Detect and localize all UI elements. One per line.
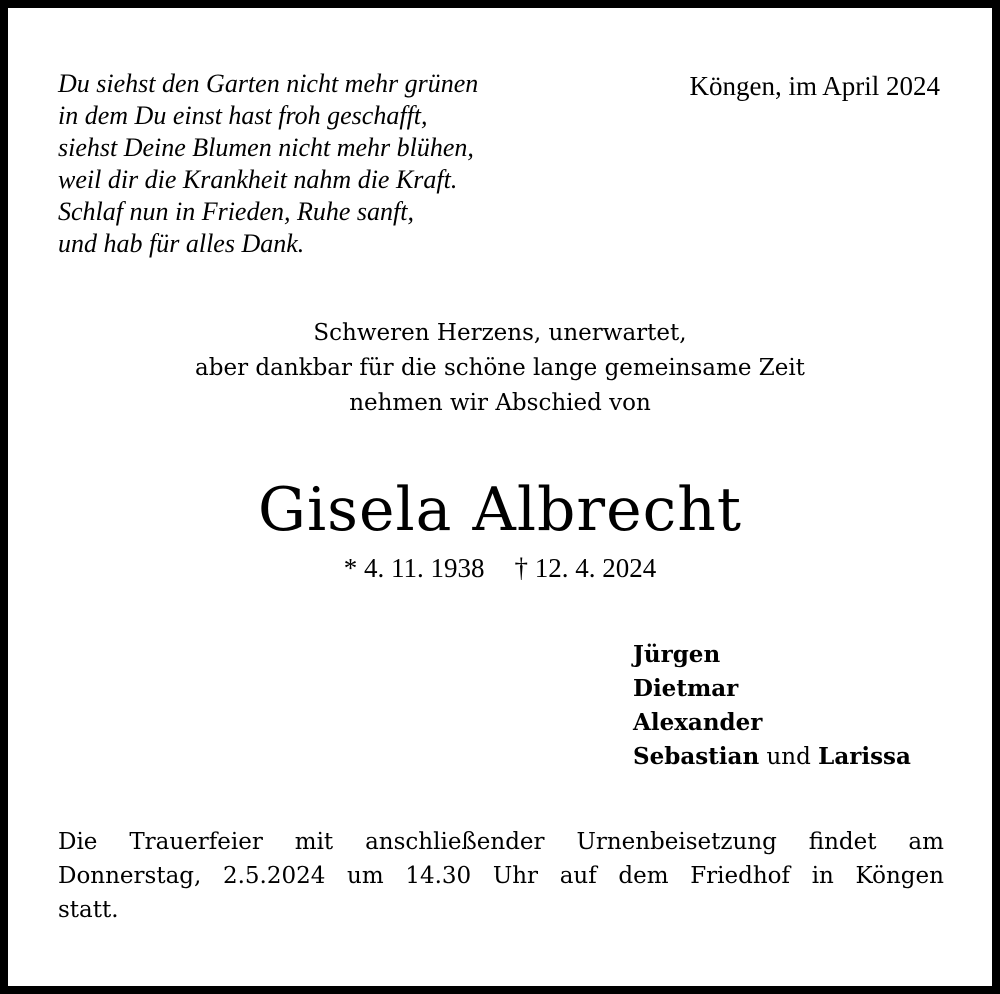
poem-line: in dem Du einst hast froh geschafft, <box>58 101 428 130</box>
service-line: statt. <box>58 897 119 923</box>
service-line <box>58 825 944 859</box>
service-word: Trauerfeier <box>129 829 263 855</box>
service-word: in <box>811 863 834 889</box>
poem-line: weil dir die Krankheit nahm die Kraft. <box>58 165 458 194</box>
life-dates <box>8 550 992 586</box>
mourner-conjunction: und <box>766 744 811 770</box>
funeral-service-info <box>58 825 944 927</box>
birth-date: * 4. 11. 1938 <box>343 553 485 583</box>
service-word: findet <box>808 829 877 855</box>
intro-line: nehmen wir Abschied von <box>349 390 651 416</box>
service-word: Uhr <box>492 863 539 889</box>
poem-line: Schlaf nun in Frieden, Ruhe sanft, <box>58 197 415 226</box>
mourner-name-text: Sebastian <box>633 743 760 770</box>
mourner-name <box>633 706 911 740</box>
mourner-name-text: Alexander <box>633 709 763 736</box>
death-date: † 12. 4. 2024 <box>514 553 657 583</box>
mourner-name-text: Larissa <box>818 743 911 770</box>
memorial-poem <box>58 68 598 260</box>
service-word: auf <box>559 863 597 889</box>
service-word: Friedhof <box>690 863 791 889</box>
service-word: am <box>908 829 944 855</box>
service-word: dem <box>618 863 669 889</box>
mourner-name <box>633 672 911 706</box>
place-and-date: Köngen, im April 2024 <box>689 71 940 101</box>
poem-line: Du siehst den Garten nicht mehr grünen <box>58 69 479 98</box>
service-word: anschließender <box>365 829 545 855</box>
service-word: um <box>347 863 384 889</box>
mourner-name <box>633 740 911 774</box>
service-word: 14.30 <box>405 863 472 889</box>
service-word: Urnenbeisetzung <box>576 829 777 855</box>
service-word: mit <box>294 829 334 855</box>
intro-line: Schweren Herzens, unerwartet, <box>313 320 687 346</box>
service-word: Köngen <box>855 863 944 889</box>
service-word: 2.5.2024 <box>222 863 326 889</box>
mourner-name-text: Jürgen <box>633 641 721 668</box>
intro-text <box>8 316 992 421</box>
deceased-name: Gisela Albrecht <box>258 475 742 545</box>
service-word: Donnerstag, <box>58 863 202 889</box>
mourner-name-text: Dietmar <box>633 675 739 702</box>
poem-line: siehst Deine Blumen nicht mehr blühen, <box>58 133 474 162</box>
poem-line: und hab für alles Dank. <box>58 229 305 258</box>
service-word: Die <box>58 829 98 855</box>
mourner-name <box>633 638 911 672</box>
intro-line: aber dankbar für die schöne lange gemeinsame Zeit <box>195 355 805 381</box>
service-line <box>58 859 944 893</box>
mourners-list <box>633 638 911 774</box>
